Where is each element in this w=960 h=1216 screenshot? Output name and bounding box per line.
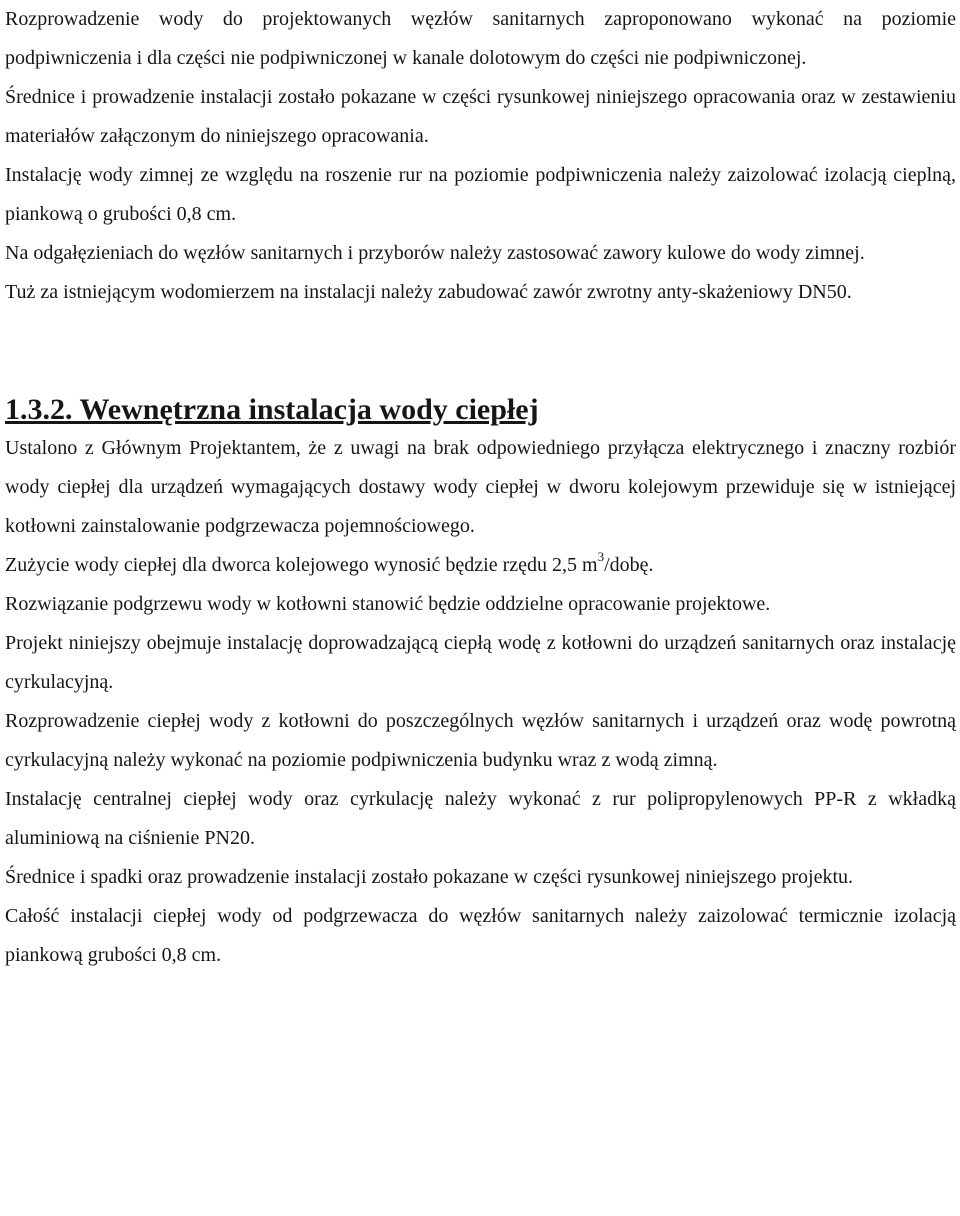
usage-exponent: 3	[597, 549, 605, 565]
paragraph-pipe-material: Instalację centralnej ciepłej wody oraz cyrkulację należy wykonać z rur polipropylenowych PP-R z wkładką aluminiową na ciśnienie PN20.	[5, 788, 956, 849]
paragraph-hot-water-usage	[5, 546, 956, 585]
usage-unit: /dobę.	[604, 554, 654, 576]
paragraph-diameters: Średnice i prowadzenie instalacji zostało pokazane w części rysunkowej niniejszego opracowania oraz w zestawieniu materiałów załączonym do niniejszego opracowania.	[5, 86, 956, 147]
paragraph-slopes: Średnice i spadki oraz prowadzenie instalacji zostało pokazane w części rysunkowej niniejszego projektu.	[5, 866, 854, 888]
paragraph-cold-water-insulation: Instalację wody zimnej ze względu na roszenie rur na poziomie podpiwniczenia należy zaizolować izolacją cieplną, piankową o grubości 0,8 cm.	[5, 164, 956, 225]
document-page	[5, 0, 956, 975]
paragraph-check-valve: Tuż za istniejącym wodomierzem na instalacji należy zabudować zawór zwrotny anty-skażeniowy DN50.	[5, 281, 852, 303]
paragraph-heating-solution: Rozwiązanie podgrzewu wody w kotłowni stanowić będzie oddzielne opracowanie projektowe.	[5, 593, 771, 615]
paragraph-hot-water-distribution: Rozprowadzenie ciepłej wody z kotłowni do poszczególnych węzłów sanitarnych i urządzeń oraz wodę powrotną cyrkulacyjną należy wykonać na poziomie podpiwniczenia budynku wraz z wodą zimną.	[5, 710, 956, 771]
usage-text: Zużycie wody ciepłej dla dworca kolejowego wynosić będzie rzędu 2,5 m	[5, 554, 598, 576]
paragraph-hot-water-insulation: Całość instalacji ciepłej wody od podgrzewacza do węzłów sanitarnych należy zaizolować termicznie izolacją piankową grubości 0,8 cm.	[5, 905, 956, 966]
section-spacer	[5, 312, 956, 390]
paragraph-heater-decision: Ustalono z Głównym Projektantem, że z uwagi na brak odpowiedniego przyłącza elektrycznego i znaczny rozbiór wody ciepłej dla urządzeń wymagających dostawy wody ciepłej w dworu kolejowym przewiduje się w istniejącej kotłowni zainstalowanie podgrzewacza pojemnościowego.	[5, 437, 956, 537]
paragraph-ball-valves: Na odgałęzieniach do węzłów sanitarnych i przyborów należy zastosować zawory kulowe do wody zimnej.	[5, 242, 865, 264]
paragraph-water-distribution: Rozprowadzenie wody do projektowanych węzłów sanitarnych zaproponowano wykonać na poziomie podpiwniczenia i dla części nie podpiwniczonej w kanale dolotowym do części nie podpiwniczonej.	[5, 8, 956, 69]
paragraph-project-scope: Projekt niniejszy obejmuje instalację doprowadzającą ciepłą wodę z kotłowni do urządzeń sanitarnych oraz instalację cyrkulacyjną.	[5, 632, 956, 693]
section-heading: 1.3.2. Wewnętrzna instalacja wody ciepłej	[5, 393, 539, 426]
